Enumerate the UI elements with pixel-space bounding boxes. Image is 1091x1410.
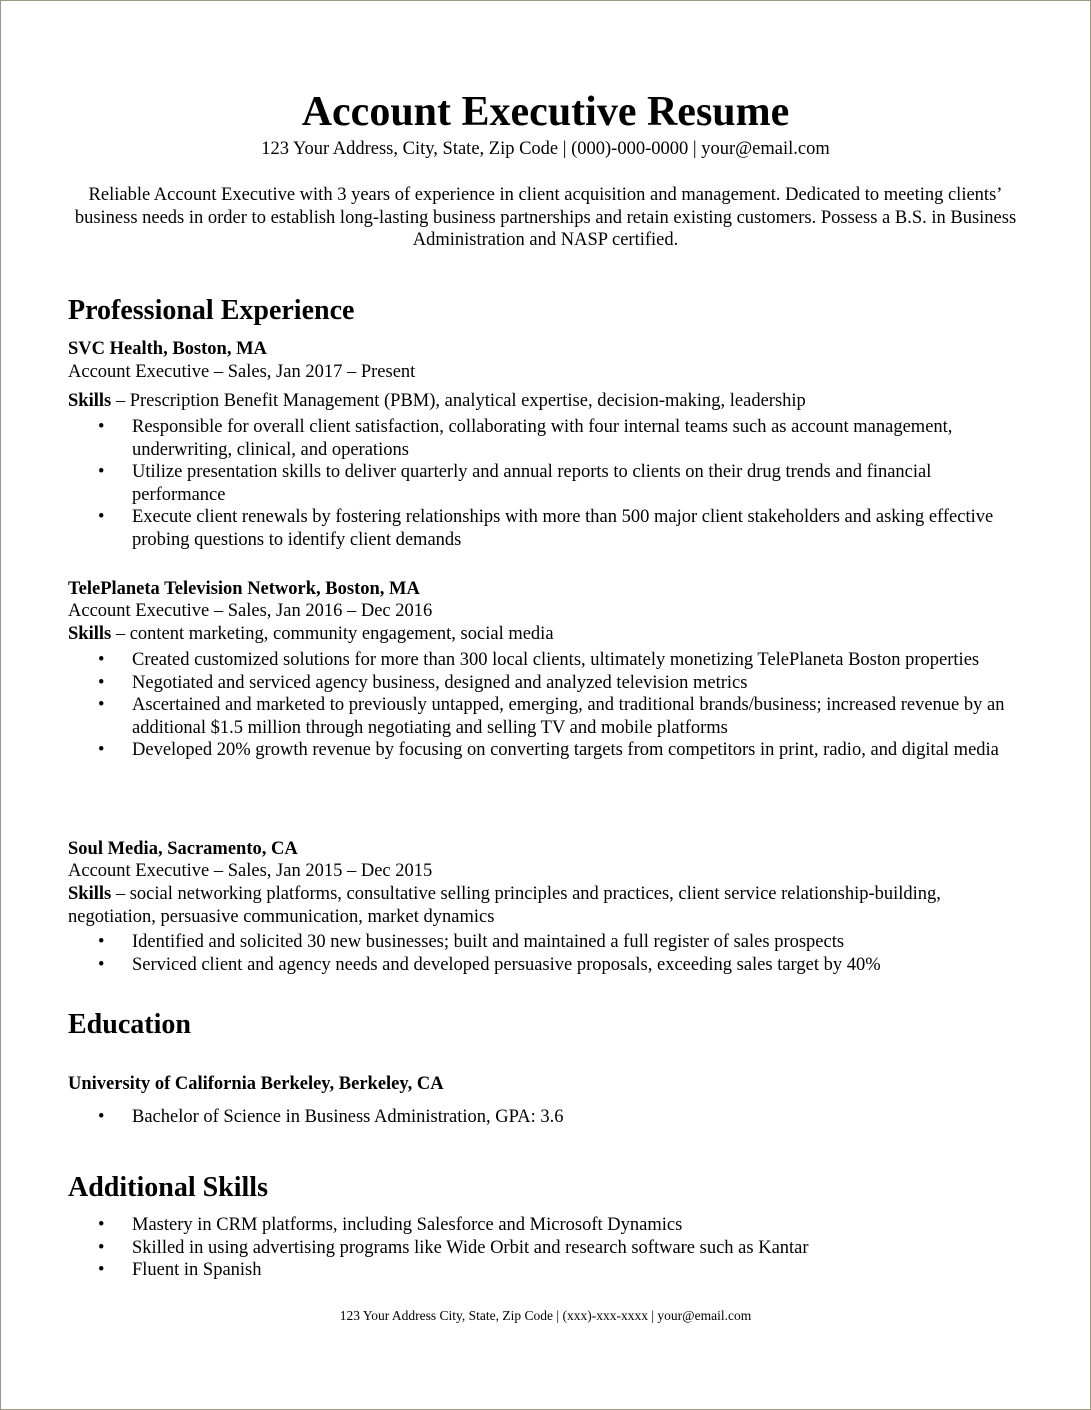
list-item: • Identified and solicited 30 new businesses; built and maintained a full register of sales prospects: [98, 932, 845, 952]
education-school: University of California Berkeley, Berkeley, CA: [68, 1074, 444, 1094]
page-title: Account Executive Resume: [301, 89, 790, 135]
skills-text: – Prescription Benefit Management (PBM), analytical expertise, decision-making, leadership: [111, 391, 806, 411]
job-role: Account Executive – Sales, Jan 2017 – Present: [68, 362, 416, 382]
skills-label: Skills: [68, 624, 112, 644]
bullet-icon: •: [98, 1260, 105, 1280]
skills-label: Skills: [68, 884, 112, 904]
job-role: Account Executive – Sales, Jan 2016 – Dec 2016: [68, 601, 433, 621]
list-item: • Negotiated and serviced agency business, designed and analyzed television metrics: [98, 672, 748, 693]
bullet-icon: •: [98, 462, 105, 482]
list-item: • Created customized solutions for more than 300 local clients, ultimately monetizing TelePlaneta Boston properties: [98, 650, 980, 670]
job-skills: [68, 883, 1008, 928]
section-heading-experience: Professional Experience: [68, 295, 355, 326]
job-company: SVC Health, Boston, MA: [68, 339, 267, 359]
section-heading-education: Education: [68, 1009, 191, 1040]
list-item: • Serviced client and agency needs and developed persuasive proposals, exceeding sales target by 40%: [98, 954, 881, 975]
list-item: • Bachelor of Science in Business Administration, GPA: 3.6: [98, 1107, 564, 1127]
list-item: • Utilize presentation skills to deliver quarterly and annual reports to clients on their drug trends and financial performance: [98, 462, 932, 505]
additional-skills-bullets: [68, 1214, 1008, 1282]
bullet-icon: •: [98, 672, 105, 693]
list-item: • Ascertained and marketed to previously untapped, emerging, and traditional brands/business; increased revenue by an additional $1.5 million through negotiating and selling TV and mobile platforms: [98, 695, 1005, 738]
section-heading-additional-skills: Additional Skills: [68, 1172, 268, 1203]
bullet-icon: •: [98, 954, 105, 975]
job-bullets: [68, 649, 1008, 762]
skills-text: – content marketing, community engagement, social media: [111, 624, 554, 644]
skills-text: – social networking platforms, consultative selling principles and practices, client service relationship-building, negotiation, persuasive communication, market dynamics: [68, 884, 941, 927]
job-skills: [68, 390, 1008, 413]
job-skills: [68, 623, 1008, 646]
list-item: • Execute client renewals by fostering relationships with more than 500 major client stakeholders and asking effective probing questions to identify client demands: [98, 507, 994, 550]
job-bullets: [68, 416, 1008, 551]
job-company: Soul Media, Sacramento, CA: [68, 839, 298, 859]
bullet-icon: •: [98, 650, 105, 670]
list-item: • Skilled in using advertising programs like Wide Orbit and research software such as Kantar: [98, 1237, 809, 1258]
bullet-icon: •: [98, 1107, 105, 1127]
list-item: • Fluent in Spanish: [98, 1260, 262, 1280]
bullet-icon: •: [98, 695, 105, 715]
bullet-icon: •: [98, 1237, 105, 1258]
education-bullets: [68, 1106, 1008, 1129]
list-item: • Developed 20% growth revenue by focusing on converting targets from competitors in print, radio, and digital media: [98, 740, 999, 760]
skills-label: Skills: [68, 391, 112, 411]
bullet-icon: •: [98, 1215, 105, 1235]
page-footer: 123 Your Address City, State, Zip Code | (xxx)-xxx-xxxx | your@email.com: [339, 1308, 752, 1323]
contact-line: 123 Your Address, City, State, Zip Code | (000)-000-0000 | your@email.com: [261, 139, 830, 159]
bullet-icon: •: [98, 932, 105, 952]
list-item: • Mastery in CRM platforms, including Salesforce and Microsoft Dynamics: [98, 1215, 683, 1235]
list-item: • Responsible for overall client satisfaction, collaborating with four internal teams such as account management, underwriting, clinical, and operations: [98, 417, 953, 460]
job-company: TelePlaneta Television Network, Boston, MA: [68, 579, 420, 599]
bullet-icon: •: [98, 507, 105, 527]
bullet-icon: •: [98, 417, 105, 437]
bullet-icon: •: [98, 740, 105, 760]
summary-paragraph: Reliable Account Executive with 3 years of experience in client acquisition and management. Dedicated to meeting clients’ business needs in order to establish long-lasting business partnerships and retain existing customers. Possess a B.S. in Business Administration and NASP certified.: [74, 185, 1017, 250]
job-bullets: [68, 931, 1008, 976]
job-role: Account Executive – Sales, Jan 2015 – Dec 2015: [68, 861, 433, 881]
